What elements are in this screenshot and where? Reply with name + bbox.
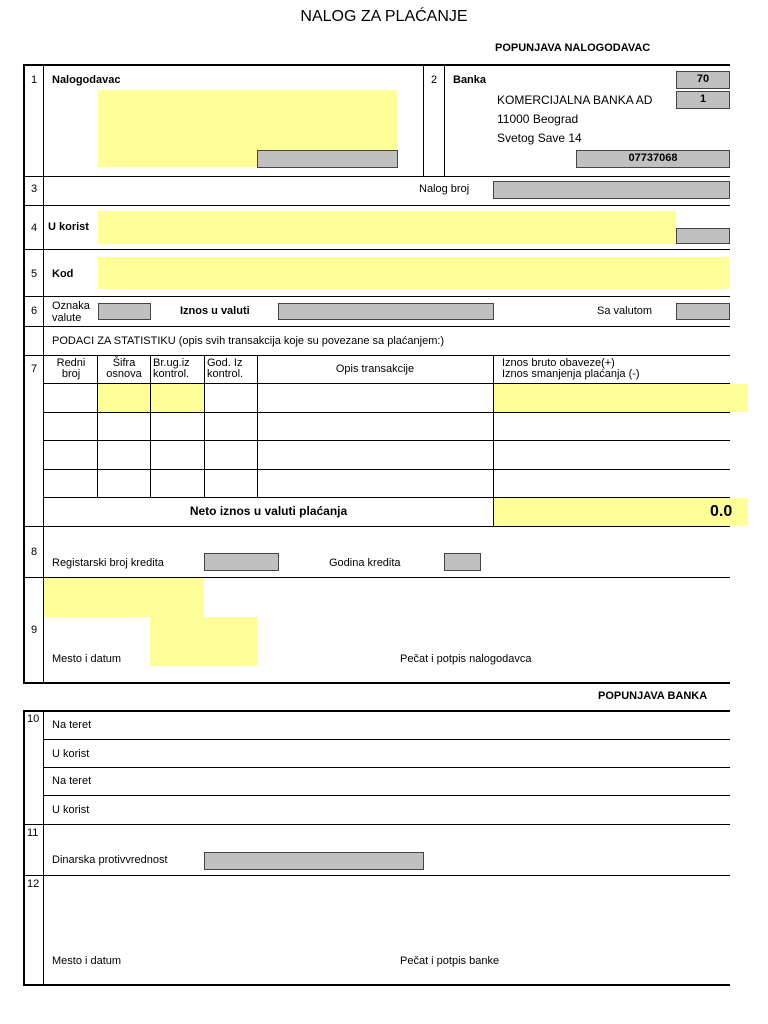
row-divider bbox=[23, 249, 730, 250]
page-title: NALOG ZA PLAĆANJE bbox=[300, 8, 468, 25]
credit-year-label: Godina kredita bbox=[329, 557, 401, 569]
amount-field[interactable] bbox=[278, 303, 494, 320]
credit-year-field[interactable] bbox=[444, 553, 481, 571]
order-number-label: Nalog broj bbox=[419, 183, 470, 195]
row-number: 11 bbox=[27, 827, 39, 839]
column-header-year: God. Iz kontrol. bbox=[207, 357, 244, 380]
row-number: 9 bbox=[31, 624, 38, 636]
row-number: 5 bbox=[31, 268, 38, 280]
table-line bbox=[43, 412, 730, 413]
row-number: 3 bbox=[31, 183, 38, 195]
bank-subcode-box: 1 bbox=[676, 91, 730, 109]
bank-label: Banka bbox=[453, 74, 487, 86]
number-column-divider bbox=[43, 710, 44, 985]
section-header-payer: POPUNJAVA NALOGODAVAC bbox=[495, 42, 651, 54]
frame-bottom bbox=[23, 682, 730, 684]
divider bbox=[444, 66, 445, 176]
amount-label: Iznos u valuti bbox=[180, 305, 250, 317]
table-col-line bbox=[97, 355, 98, 497]
row-divider bbox=[23, 355, 730, 356]
beneficiary-input[interactable] bbox=[98, 211, 676, 244]
row-number: 10 bbox=[27, 713, 40, 725]
row-divider bbox=[23, 526, 730, 527]
table-col-line bbox=[257, 355, 258, 497]
row-divider bbox=[43, 767, 730, 768]
column-header-ordinal: Redni broj bbox=[56, 357, 86, 380]
row-divider bbox=[23, 875, 730, 876]
column-header-amount: Iznos bruto obaveze(+) Iznos smanjenja plaćanja (-) bbox=[502, 357, 640, 380]
frame-bottom bbox=[23, 984, 730, 986]
row-number: 12 bbox=[27, 878, 40, 890]
net-amount-label: Neto iznos u valuti plaćanja bbox=[189, 504, 348, 518]
row-divider bbox=[23, 824, 730, 825]
dinar-equivalent-field[interactable] bbox=[204, 852, 424, 870]
column-header-contract: Br.ug.iz kontrol. bbox=[153, 357, 190, 380]
table-row-1-amount-input[interactable] bbox=[494, 384, 748, 412]
order-number-field[interactable] bbox=[493, 181, 730, 199]
row-divider bbox=[23, 205, 730, 206]
row-number: 4 bbox=[31, 222, 38, 234]
row-number: 1 bbox=[31, 74, 38, 86]
credit-reg-label: Registarski broj kredita bbox=[52, 557, 164, 569]
row-divider bbox=[23, 176, 730, 177]
code-input[interactable] bbox=[98, 257, 730, 289]
payer-place-date-label: Mesto i datum bbox=[52, 653, 122, 665]
credit-reg-field[interactable] bbox=[204, 553, 279, 571]
row-number: 8 bbox=[31, 546, 38, 558]
place-input[interactable] bbox=[44, 578, 204, 617]
row-divider bbox=[23, 296, 730, 297]
bank-name: KOMERCIJALNA BANKA AD bbox=[497, 93, 653, 107]
table-col-line bbox=[204, 355, 205, 497]
row-number: 6 bbox=[31, 305, 38, 317]
dinar-equivalent-label: Dinarska protivvrednost bbox=[52, 854, 168, 866]
bank-city: 11000 Beograd bbox=[497, 112, 579, 126]
table-row-1-basis-input[interactable] bbox=[98, 384, 204, 412]
beneficiary-code-field[interactable] bbox=[676, 228, 730, 244]
net-amount-value: 0.0 bbox=[710, 503, 733, 520]
bank-row-debit: Na teret bbox=[52, 719, 92, 731]
frame-top bbox=[23, 710, 730, 712]
with-currency-label: Sa valutom bbox=[597, 305, 653, 317]
frame-left bbox=[23, 710, 25, 985]
table-line bbox=[43, 469, 730, 470]
bank-street: Svetog Save 14 bbox=[497, 131, 582, 145]
table-col-line bbox=[150, 355, 151, 497]
row-number: 7 bbox=[31, 363, 38, 375]
row-divider bbox=[23, 326, 730, 327]
row-divider bbox=[43, 795, 730, 796]
frame-left bbox=[23, 64, 25, 683]
table-line bbox=[43, 440, 730, 441]
code-label: Kod bbox=[52, 268, 74, 280]
bank-account-box: 07737068 bbox=[576, 150, 730, 168]
bank-stamp-label: Pečat i potpis banke bbox=[400, 955, 500, 967]
frame-top bbox=[23, 64, 730, 66]
beneficiary-label: U korist bbox=[48, 221, 89, 233]
row-divider bbox=[43, 739, 730, 740]
payer-account-field[interactable] bbox=[257, 150, 398, 168]
statistics-header: PODACI ZA STATISTIKU (opis svih transakcija koje su povezane sa plaćanjem:) bbox=[52, 335, 445, 347]
column-header-description: Opis transakcije bbox=[335, 363, 415, 375]
row-number: 2 bbox=[431, 74, 438, 86]
bank-row-debit: Na teret bbox=[52, 775, 92, 787]
payer-stamp-label: Pečat i potpis nalogodavca bbox=[400, 653, 532, 665]
date-input[interactable] bbox=[150, 617, 257, 666]
with-currency-field[interactable] bbox=[676, 303, 730, 320]
divider bbox=[423, 66, 424, 176]
payer-label: Nalogodavac bbox=[52, 74, 121, 86]
bank-row-credit: U korist bbox=[52, 804, 90, 816]
bank-code-box: 70 bbox=[676, 71, 730, 89]
column-header-basis: Šifra osnova bbox=[106, 357, 142, 380]
currency-code-field[interactable] bbox=[98, 303, 151, 320]
bank-row-credit: U korist bbox=[52, 748, 90, 760]
currency-code-label: Oznaka valute bbox=[52, 300, 90, 324]
bank-place-date-label: Mesto i datum bbox=[52, 955, 122, 967]
section-header-bank: POPUNJAVA BANKA bbox=[598, 690, 708, 702]
